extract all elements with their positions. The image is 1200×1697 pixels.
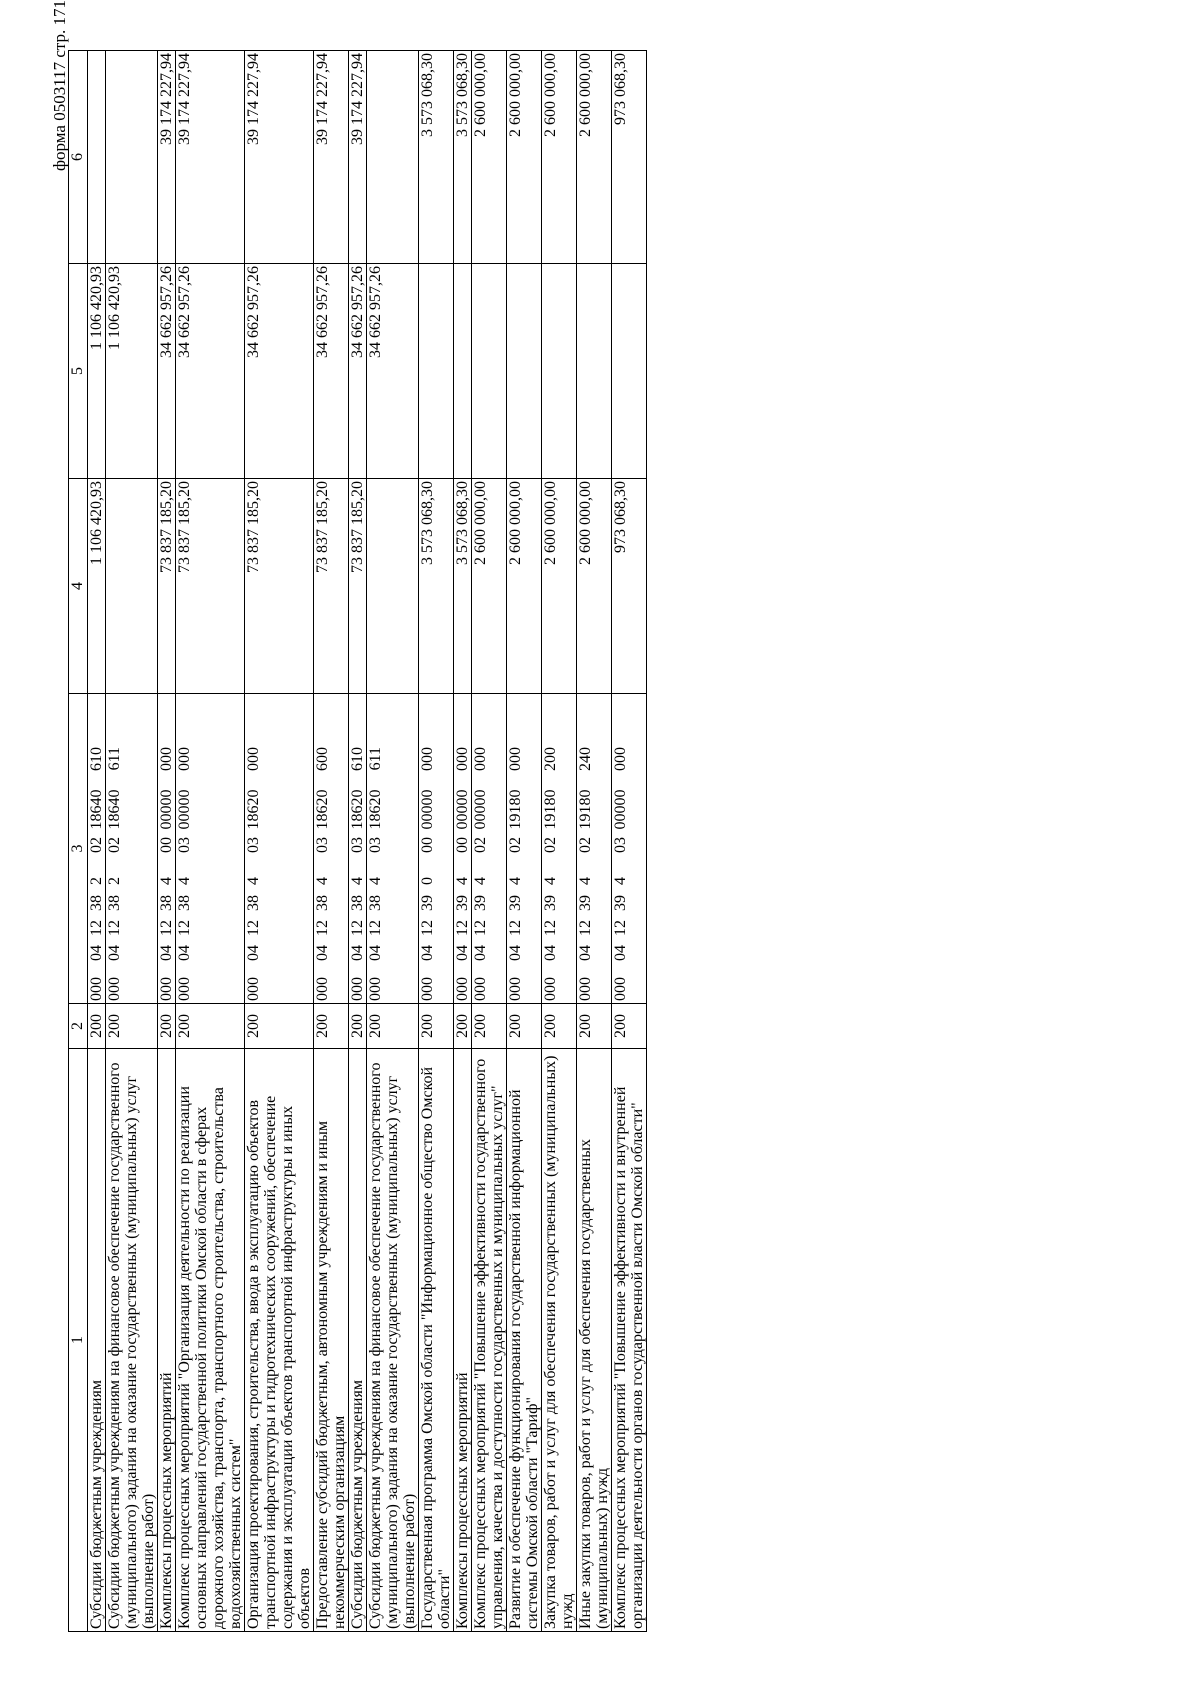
budget-code-part: 000: [158, 977, 175, 1001]
row-name: Государственная программа Омской области "Информационное общество Омской области": [419, 1049, 454, 1632]
budget-code-parts: [106, 696, 123, 1001]
budget-code-part: 000: [472, 977, 489, 1001]
row-budget-code: [106, 694, 158, 1004]
budget-code-part: 04: [88, 945, 105, 961]
budget-code-part: 4: [472, 877, 489, 885]
budget-code-parts: [245, 696, 262, 1001]
budget-code-part: 000: [314, 977, 331, 1001]
budget-code-parts: [349, 696, 366, 1001]
budget-code-part: 000: [158, 747, 175, 771]
row-col-4: 73 837 185,20: [245, 479, 314, 694]
budget-code-part: 04: [314, 945, 331, 961]
row-name: Субсидии бюджетным учреждениям на финансовое обеспечение государственного (муниципального) задания на оказание государственных (муниципальных) услуг (выполнение работ): [367, 1049, 419, 1632]
budget-code-part: 00: [419, 837, 436, 853]
row-budget-code: [314, 694, 349, 1004]
budget-code-part: 4: [577, 877, 594, 885]
budget-code-part: 02: [577, 837, 594, 853]
budget-code-part: 4: [245, 877, 262, 885]
budget-code-part: 03: [367, 837, 384, 853]
row-line-code: 200: [542, 1004, 577, 1049]
budget-code-part: 04: [245, 945, 262, 961]
table-row: [507, 51, 542, 1632]
row-col-5: 34 662 957,26: [314, 264, 349, 479]
row-col-6: 2 600 000,00: [577, 51, 612, 264]
budget-code-part: 19180: [542, 789, 559, 830]
budget-code-part: 02: [507, 837, 524, 853]
budget-code-part: 2: [106, 877, 123, 885]
row-col-5: [577, 264, 612, 479]
budget-code-part: 000: [245, 977, 262, 1001]
budget-code-part: 12: [454, 920, 471, 936]
budget-code-part: 000: [176, 747, 193, 771]
row-col-5: [542, 264, 577, 479]
budget-code-part: 04: [419, 945, 436, 961]
row-col-5: [454, 264, 472, 479]
budget-code-part: 000: [106, 977, 123, 1001]
budget-code-part: 4: [507, 877, 524, 885]
budget-code-part: 12: [106, 920, 123, 936]
row-name: Предоставление субсидий бюджетным, автономным учреждениям и иным некоммерческим организациям: [314, 1049, 349, 1632]
table-row: [106, 51, 158, 1632]
table-body: [88, 51, 647, 1632]
budget-code-part: 000: [472, 747, 489, 771]
row-budget-code: [454, 694, 472, 1004]
row-name: Развитие и обеспечение функционирования государственной информационной системы Омской области "Тариф": [507, 1049, 542, 1632]
budget-code-part: 12: [314, 920, 331, 936]
row-name: Комплексы процессных мероприятий: [158, 1049, 176, 1632]
budget-code-part: 38: [314, 895, 331, 911]
budget-code-part: 000: [542, 977, 559, 1001]
budget-code-part: 000: [507, 977, 524, 1001]
budget-code-part: 18620: [314, 789, 331, 830]
budget-code-part: 000: [419, 977, 436, 1001]
budget-code-part: 18640: [88, 789, 105, 830]
budget-code-part: 12: [176, 920, 193, 936]
table-row: [158, 51, 176, 1632]
row-line-code: 200: [454, 1004, 472, 1049]
budget-code-part: 00000: [176, 789, 193, 830]
budget-code-parts: [314, 696, 331, 1001]
budget-code-part: 04: [542, 945, 559, 961]
budget-code-parts: [367, 696, 384, 1001]
budget-code-part: 2: [88, 877, 105, 885]
row-col-6: 39 174 227,94: [349, 51, 367, 264]
budget-code-part: 4: [176, 877, 193, 885]
budget-code-part: 12: [367, 920, 384, 936]
budget-code-part: 200: [542, 747, 559, 771]
row-line-code: 200: [472, 1004, 507, 1049]
row-col-6: 3 573 068,30: [419, 51, 454, 264]
budget-code-part: 00000: [419, 789, 436, 830]
budget-code-part: 610: [349, 747, 366, 771]
table-row: [612, 51, 647, 1632]
row-col-6: 2 600 000,00: [542, 51, 577, 264]
row-col-6: 39 174 227,94: [245, 51, 314, 264]
budget-code-part: 18620: [367, 789, 384, 830]
table-row: [577, 51, 612, 1632]
row-line-code: 200: [88, 1004, 106, 1049]
row-col-6: 973 068,30: [612, 51, 647, 264]
budget-code-part: 18640: [106, 789, 123, 830]
budget-code-part: 000: [612, 747, 629, 771]
row-col-6: [106, 51, 158, 264]
budget-code-part: 03: [176, 837, 193, 853]
header-row: [69, 51, 88, 1632]
header-col-5: 5: [69, 264, 88, 479]
budget-code-part: 000: [88, 977, 105, 1001]
budget-table: [68, 50, 647, 1632]
row-name: Комплекс процессных мероприятий "Повышение эффективности государственного управления, качества и доступности государственных и муниципальных услуг": [472, 1049, 507, 1632]
budget-code-part: 12: [419, 920, 436, 936]
budget-code-part: 38: [158, 895, 175, 911]
budget-code-part: 12: [542, 920, 559, 936]
row-budget-code: [612, 694, 647, 1004]
budget-code-part: 19180: [507, 789, 524, 830]
row-line-code: 200: [106, 1004, 158, 1049]
table-row: [542, 51, 577, 1632]
table-row: [349, 51, 367, 1632]
row-col-4: [106, 479, 158, 694]
budget-code-part: 03: [314, 837, 331, 853]
budget-code-part: 240: [577, 747, 594, 771]
budget-code-part: 04: [367, 945, 384, 961]
header-col-6: 6: [69, 51, 88, 264]
form-label: форма 0503117 стр. 171: [50, 0, 69, 171]
header-col-1: 1: [69, 1049, 88, 1632]
budget-code-part: 000: [454, 747, 471, 771]
budget-code-part: 611: [106, 747, 123, 771]
row-col-4: 73 837 185,20: [314, 479, 349, 694]
budget-code-parts: [507, 696, 524, 1001]
budget-code-parts: [158, 696, 175, 1001]
budget-code-part: 03: [612, 837, 629, 853]
row-col-6: [88, 51, 106, 264]
row-col-4: 2 600 000,00: [507, 479, 542, 694]
row-budget-code: [88, 694, 106, 1004]
row-col-4: 2 600 000,00: [542, 479, 577, 694]
budget-code-part: 00000: [612, 789, 629, 830]
row-budget-code: [158, 694, 176, 1004]
table-row: [419, 51, 454, 1632]
row-budget-code: [472, 694, 507, 1004]
table-row: [454, 51, 472, 1632]
header-col-2: 2: [69, 1004, 88, 1049]
budget-code-part: 00: [454, 837, 471, 853]
row-col-6: 39 174 227,94: [314, 51, 349, 264]
table-row: [472, 51, 507, 1632]
budget-code-part: 12: [349, 920, 366, 936]
budget-code-part: 02: [542, 837, 559, 853]
row-line-code: 200: [245, 1004, 314, 1049]
row-col-6: 3 573 068,30: [454, 51, 472, 264]
budget-code-part: 38: [106, 895, 123, 911]
row-col-4: 1 106 420,93: [88, 479, 106, 694]
budget-code-part: 00000: [472, 789, 489, 830]
row-col-6: 39 174 227,94: [176, 51, 245, 264]
row-col-5: 34 662 957,26: [367, 264, 419, 479]
budget-code-part: 12: [245, 920, 262, 936]
row-line-code: 200: [367, 1004, 419, 1049]
row-name: Субсидии бюджетным учреждениям на финансовое обеспечение государственного (муниципального) задания на оказание государственных (муниципальных) услуг (выполнение работ): [106, 1049, 158, 1632]
row-name: Субсидии бюджетным учреждениям: [349, 1049, 367, 1632]
row-line-code: 200: [158, 1004, 176, 1049]
budget-code-part: 18620: [245, 789, 262, 830]
budget-code-part: 000: [577, 977, 594, 1001]
budget-code-part: 000: [176, 977, 193, 1001]
budget-code-part: 03: [245, 837, 262, 853]
row-col-4: 2 600 000,00: [472, 479, 507, 694]
budget-code-part: 00000: [158, 789, 175, 830]
budget-code-part: 38: [245, 895, 262, 911]
row-col-6: 2 600 000,00: [472, 51, 507, 264]
budget-code-part: 02: [106, 837, 123, 853]
row-col-4: 73 837 185,20: [158, 479, 176, 694]
budget-code-part: 39: [507, 895, 524, 911]
budget-code-part: 04: [176, 945, 193, 961]
row-budget-code: [542, 694, 577, 1004]
budget-code-parts: [612, 696, 629, 1001]
header-col-4: 4: [69, 479, 88, 694]
budget-code-part: 4: [612, 877, 629, 885]
budget-code-part: 04: [106, 945, 123, 961]
budget-code-part: 4: [314, 877, 331, 885]
row-line-code: 200: [314, 1004, 349, 1049]
row-col-4: 73 837 185,20: [176, 479, 245, 694]
budget-code-part: 04: [507, 945, 524, 961]
budget-code-part: 000: [367, 977, 384, 1001]
row-col-5: 1 106 420,93: [88, 264, 106, 479]
budget-code-part: 38: [349, 895, 366, 911]
row-col-4: 2 600 000,00: [577, 479, 612, 694]
row-name: Комплексы процессных мероприятий: [454, 1049, 472, 1632]
budget-code-part: 4: [454, 877, 471, 885]
row-col-6: 2 600 000,00: [507, 51, 542, 264]
row-line-code: 200: [176, 1004, 245, 1049]
budget-code-part: 39: [419, 895, 436, 911]
row-col-5: 34 662 957,26: [349, 264, 367, 479]
budget-code-part: 39: [577, 895, 594, 911]
budget-code-part: 18620: [349, 789, 366, 830]
budget-code-part: 19180: [577, 789, 594, 830]
row-line-code: 200: [612, 1004, 647, 1049]
budget-code-part: 04: [158, 945, 175, 961]
budget-code-parts: [472, 696, 489, 1001]
budget-code-part: 00000: [454, 789, 471, 830]
budget-code-part: 0: [419, 877, 436, 885]
budget-code-part: 4: [367, 877, 384, 885]
row-budget-code: [349, 694, 367, 1004]
budget-code-part: 04: [612, 945, 629, 961]
row-name: Иные закупки товаров, работ и услуг для обеспечения государственных (муниципальных) нужд: [577, 1049, 612, 1632]
row-col-5: 1 106 420,93: [106, 264, 158, 479]
budget-code-part: 611: [367, 747, 384, 771]
budget-code-part: 39: [612, 895, 629, 911]
row-name: Комплекс процессных мероприятий "Повышение эффективности и внутренней организации деятельности органов государственной власти Омской области": [612, 1049, 647, 1632]
row-line-code: 200: [349, 1004, 367, 1049]
budget-code-part: 12: [612, 920, 629, 936]
budget-code-parts: [419, 696, 436, 1001]
row-col-5: [507, 264, 542, 479]
budget-code-parts: [88, 696, 105, 1001]
budget-code-part: 4: [542, 877, 559, 885]
budget-code-part: 12: [88, 920, 105, 936]
row-col-6: 39 174 227,94: [158, 51, 176, 264]
budget-code-part: 610: [88, 747, 105, 771]
row-budget-code: [245, 694, 314, 1004]
row-col-5: 34 662 957,26: [245, 264, 314, 479]
table-row: [314, 51, 349, 1632]
budget-code-part: 38: [367, 895, 384, 911]
row-line-code: 200: [507, 1004, 542, 1049]
budget-code-part: 600: [314, 747, 331, 771]
budget-code-part: 02: [472, 837, 489, 853]
row-col-6: [367, 51, 419, 264]
row-line-code: 200: [577, 1004, 612, 1049]
budget-code-part: 00: [158, 837, 175, 853]
row-budget-code: [367, 694, 419, 1004]
budget-code-part: 000: [245, 747, 262, 771]
budget-code-parts: [454, 696, 471, 1001]
row-col-5: [472, 264, 507, 479]
row-name: Закупка товаров, работ и услуг для обеспечения государственных (муниципальных) нужд: [542, 1049, 577, 1632]
row-budget-code: [176, 694, 245, 1004]
budget-code-part: 000: [454, 977, 471, 1001]
row-col-4: 973 068,30: [612, 479, 647, 694]
row-line-code: 200: [419, 1004, 454, 1049]
budget-code-part: 39: [542, 895, 559, 911]
budget-code-part: 4: [349, 877, 366, 885]
budget-code-part: 04: [454, 945, 471, 961]
row-name: Комплекс процессных мероприятий "Организация деятельности по реализации основных направлений государственной политики Омской области в сферах дорожного хозяйства, транспорта, транспортного строительства, строительства водохозяйственных систем": [176, 1049, 245, 1632]
budget-code-part: 03: [349, 837, 366, 853]
budget-code-part: 04: [472, 945, 489, 961]
budget-code-part: 39: [454, 895, 471, 911]
budget-code-part: 4: [158, 877, 175, 885]
budget-code-part: 000: [507, 747, 524, 771]
row-col-5: 34 662 957,26: [176, 264, 245, 479]
budget-code-part: 000: [349, 977, 366, 1001]
table-row: [367, 51, 419, 1632]
budget-code-part: 000: [612, 977, 629, 1001]
header-col-3: 3: [69, 694, 88, 1004]
row-col-4: [367, 479, 419, 694]
budget-code-part: 12: [158, 920, 175, 936]
budget-code-parts: [176, 696, 193, 1001]
table-row: [88, 51, 106, 1632]
row-budget-code: [507, 694, 542, 1004]
table-row: [245, 51, 314, 1632]
row-col-5: [612, 264, 647, 479]
budget-code-parts: [577, 696, 594, 1001]
budget-code-part: 000: [419, 747, 436, 771]
budget-code-part: 02: [88, 837, 105, 853]
budget-code-part: 04: [577, 945, 594, 961]
budget-code-part: 04: [349, 945, 366, 961]
budget-code-part: 38: [176, 895, 193, 911]
budget-code-part: 12: [507, 920, 524, 936]
budget-code-part: 39: [472, 895, 489, 911]
row-col-5: [419, 264, 454, 479]
row-budget-code: [419, 694, 454, 1004]
budget-code-part: 12: [472, 920, 489, 936]
table-row: [176, 51, 245, 1632]
row-col-4: 73 837 185,20: [349, 479, 367, 694]
budget-code-parts: [542, 696, 559, 1001]
row-budget-code: [577, 694, 612, 1004]
row-col-4: 3 573 068,30: [454, 479, 472, 694]
row-col-4: 3 573 068,30: [419, 479, 454, 694]
budget-code-part: 12: [577, 920, 594, 936]
row-name: Субсидии бюджетным учреждениям: [88, 1049, 106, 1632]
row-name: Организация проектирования, строительства, ввода в эксплуатацию объектов транспортной инфраструктуры и гидротехнических сооружений, обеспечение содержания и эксплуатации объектов транспортной инфраструктуры и иных объектов: [245, 1049, 314, 1632]
row-col-5: 34 662 957,26: [158, 264, 176, 479]
budget-code-part: 38: [88, 895, 105, 911]
